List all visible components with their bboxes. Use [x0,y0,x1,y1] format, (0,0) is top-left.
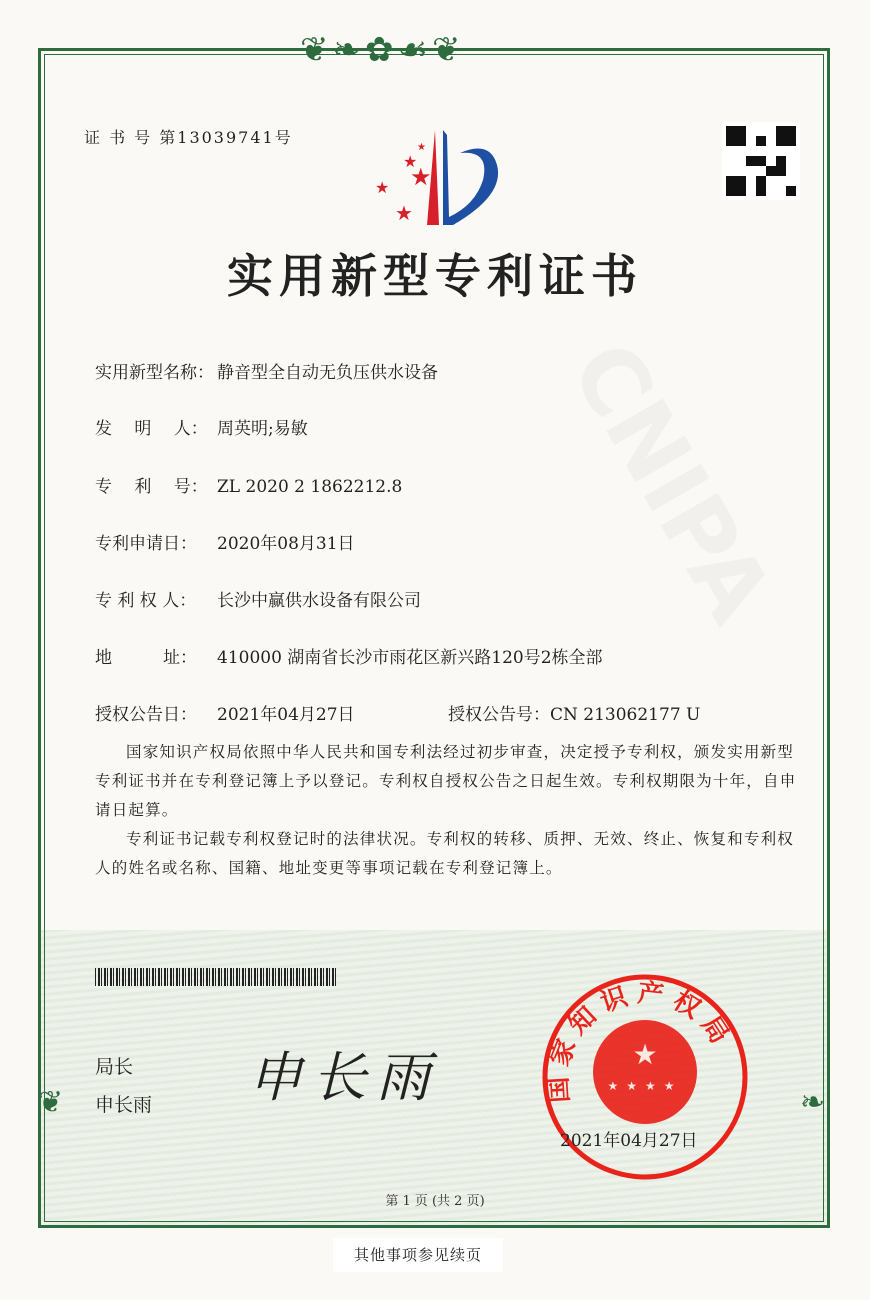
field-value: 2020年08月31日 [217,534,355,554]
field-utility-model-name [95,358,438,383]
signatory-name: 申长雨 [95,1094,153,1116]
field-value: 2021年04月27日 [217,705,355,725]
svg-text:★: ★ [410,163,432,191]
seal-date: 2021年04月27日 [560,1131,698,1151]
field-label: 专 利 号： [95,477,208,497]
corner-ornament-icon: ❦ [38,1085,64,1120]
field-value: 长沙中赢供水设备有限公司 [217,591,421,611]
field-value: 静音型全自动无负压供水设备 [217,363,438,383]
national-emblem-icon [593,1020,697,1124]
certificate-number: 证 书 号 第13039741号 [84,128,293,147]
paragraph: 专利证书记载专利权登记时的法律状况。专利权的转移、质押、无效、终止、恢复和专利权人的姓名或名称、国籍、地址变更等事项记载在专利登记簿上。 [95,830,795,877]
svg-text:★: ★ [417,142,426,153]
signatory-title: 局长 [95,1056,134,1078]
field-label: 授权公告号： [448,705,550,725]
field-label: 专 利 权 人： [95,591,197,611]
field-label: 专利申请日： [95,534,197,554]
continued-note: 其他事项参见续页 [333,1238,503,1272]
field-patent-number [95,472,402,497]
document-title: 实用新型专利证书 [227,249,643,303]
page-indicator: 第 1 页 (共 2 页) [385,1194,485,1209]
handwritten-signature: 申长雨 [248,1046,440,1109]
field-value: 周英明;易敏 [217,419,308,439]
field-label: 实用新型名称： [95,363,214,383]
svg-text:★: ★ [632,1038,658,1071]
top-ornament-icon: ❦❧✿☙❦ [300,30,465,70]
corner-ornament-icon: ❧ [800,1085,826,1120]
cnipa-logo-icon [365,125,515,230]
field-address [95,643,603,668]
field-announcement-number [448,700,700,725]
svg-text:★: ★ [403,152,418,171]
qr-code [722,122,800,200]
field-label: 授权公告日： [95,705,197,725]
svg-text:★★★★: ★★★★ [607,1079,683,1093]
field-inventor [95,414,308,439]
field-label: 地 址： [95,648,197,668]
barcode [95,968,337,986]
field-label: 发 明 人： [95,419,208,439]
field-grant-date [95,700,355,725]
field-value: ZL 2020 2 1862212.8 [217,477,403,497]
field-value: 410000 湖南省长沙市雨花区新兴路120号2栋全部 [217,648,603,668]
field-application-date [95,529,355,554]
field-value: CN 213062177 U [550,705,701,725]
seal-text: 国家知识产权局 [543,978,739,1104]
paragraph: 国家知识产权局依照中华人民共和国专利法经过初步审查，决定授予专利权，颁发实用新型专利证书并在专利登记簿上予以登记。专利权自授权公告之日起生效。专利权期限为十年，自申请日起算。 [95,743,797,819]
svg-text:★: ★ [375,178,390,197]
field-patentee [95,586,421,611]
svg-text:★: ★ [395,201,413,225]
certificate-body-text [95,738,805,883]
